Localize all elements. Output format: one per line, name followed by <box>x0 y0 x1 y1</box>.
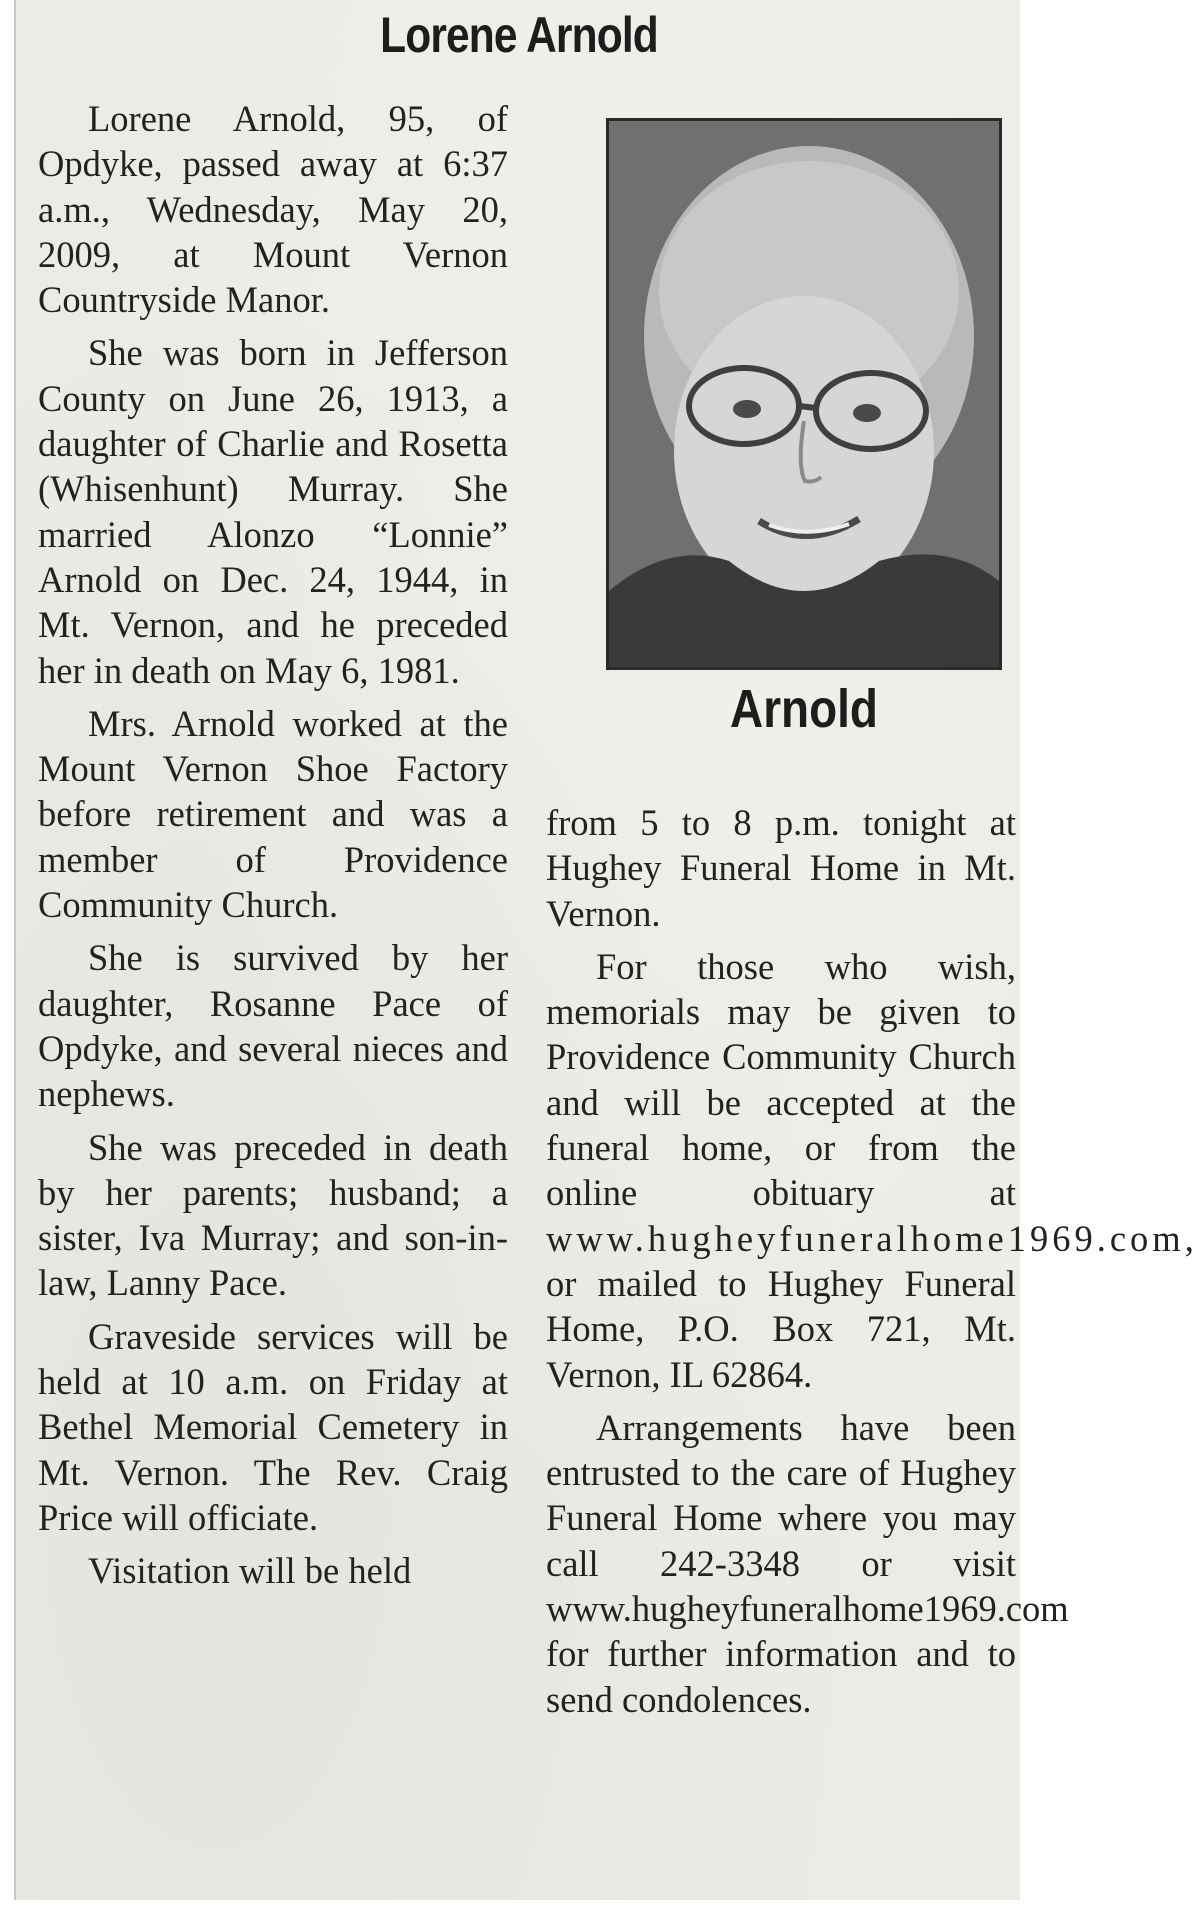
paragraph-survivors: She is survived by her daughter, Rosanne Pace of Opdyke, and several nieces and nephews. <box>38 937 508 1115</box>
paragraph-visitation-start: Visitation will be held <box>88 1550 412 1592</box>
paragraph-death-notice: Lorene Arnold, 95, of Opdyke, passed away at 6:37 a.m., Wednesday, May 20, 2009, at Mount Vernon Countryside Manor. <box>38 98 508 321</box>
left-text-column <box>38 96 508 1602</box>
memorials-text-before-url: For those who wish, memorials may be given to Providence Community Church and will be accepted at the funeral home, or from the online obituary at <box>546 945 1016 1214</box>
memorials-url: www.hugheyfuneralhome1969.com, <box>546 1217 1198 1259</box>
portrait-photo <box>606 118 1002 670</box>
paragraph-preceded: She was preceded in death by her parents; husband; a sister, Iva Murray; and son-in-law, Lanny Pace. <box>38 1126 508 1304</box>
right-text-column <box>546 800 1198 1730</box>
paragraph-arrangements: Arrangements have been entrusted to the care of Hughey Funeral Home where you may call 242-3348 or visit www.hugheyfuneralhome1969.com for further information and to send condolences. <box>546 1406 1069 1720</box>
paragraph-work: Mrs. Arnold worked at the Mount Vernon Shoe Factory before retirement and was a member of Providence Community Church. <box>38 702 508 926</box>
portrait-illustration <box>609 121 999 667</box>
newspaper-clipping <box>14 0 1198 1900</box>
paragraph-services: Graveside services will be held at 10 a.m. on Friday at Bethel Memorial Cemetery in Mt. Vernon. The Rev. Craig Price will officiate. <box>38 1315 508 1538</box>
memorials-text-after-url: or mailed to Hughey Funeral Home, P.O. Box 721, Mt. Vernon, IL 62864. <box>546 1262 1016 1395</box>
paragraph-memorials <box>546 944 1198 1397</box>
paragraph-birth-marriage: She was born in Jefferson County on June 26, 1913, a daughter of Charlie and Rosetta (Whisenhunt) Murray. She married Alonzo “Lonnie” Arnold on Dec. 24, 1944, in Mt. Vernon, and he preceded her in death on May 6, 1981. <box>38 332 508 691</box>
paragraph-visitation-continued: from 5 to 8 p.m. tonight at Hughey Funeral Home in Mt. Vernon. <box>546 802 1016 934</box>
photo-caption: Arnold <box>730 679 878 739</box>
obituary-headline: Lorene Arnold <box>380 7 658 63</box>
